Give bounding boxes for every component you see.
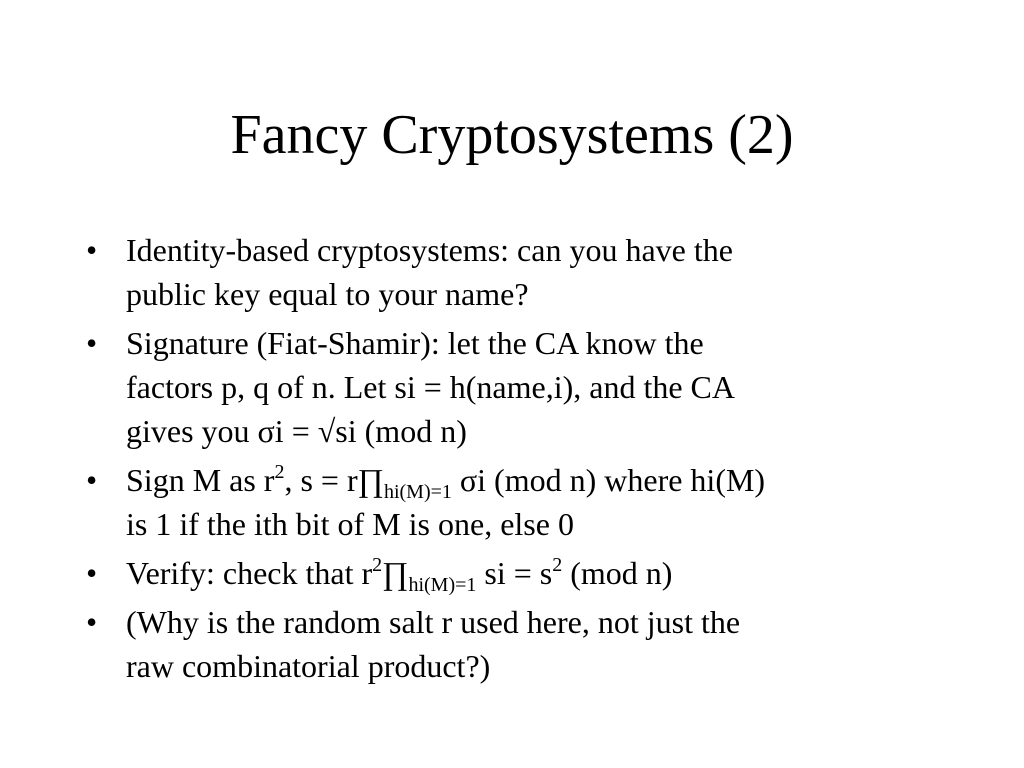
bullet-text-line: Signature (Fiat-Shamir): let the CA know the [126, 325, 704, 361]
bullet-icon: • [86, 604, 98, 640]
bullet-icon: • [86, 325, 98, 361]
exponent: 2 [372, 554, 383, 576]
bullet-sign-m [86, 458, 966, 546]
formula-text: Verify: check that r [126, 555, 373, 591]
bullet-text-line: Identity-based cryptosystems: can you have the [126, 232, 733, 268]
bullet-text-line: public key equal to your name? [126, 276, 529, 312]
bullet-identity-based [86, 228, 966, 316]
product-subscript: hi(M)=1 [408, 574, 477, 596]
bullet-list [86, 228, 966, 693]
bullet-formula-line [126, 458, 966, 502]
formula-text: (mod n) [562, 555, 673, 591]
bullet-text-line: gives you σi = √si (mod n) [126, 413, 467, 449]
formula-text: σi (mod n) where hi(M) [451, 462, 766, 498]
bullet-text-line: (Why is the random salt r used here, not just the [126, 604, 741, 640]
bullet-text-line: is 1 if the ith bit of M is one, else 0 [126, 506, 574, 542]
slide-title: Fancy Cryptosystems (2) [230, 104, 794, 166]
formula-text: , s = r∏ [284, 462, 384, 498]
bullet-icon: • [86, 555, 98, 591]
product-subscript: hi(M)=1 [383, 481, 452, 503]
bullet-icon: • [86, 232, 98, 268]
formula-text: ∏ [382, 555, 409, 591]
bullet-verify [86, 551, 966, 595]
bullet-text-line: raw combinatorial product?) [126, 648, 491, 684]
bullet-text-line: factors p, q of n. Let si = h(name,i), and the CA [126, 369, 735, 405]
bullet-formula-line [126, 551, 966, 595]
bullet-random-salt-question [86, 600, 966, 688]
exponent: 2 [274, 461, 285, 483]
formula-text: si = s [476, 555, 553, 591]
bullet-icon: • [86, 462, 98, 498]
exponent: 2 [552, 554, 563, 576]
bullet-fiat-shamir [86, 321, 966, 453]
formula-text: Sign M as r [126, 462, 275, 498]
